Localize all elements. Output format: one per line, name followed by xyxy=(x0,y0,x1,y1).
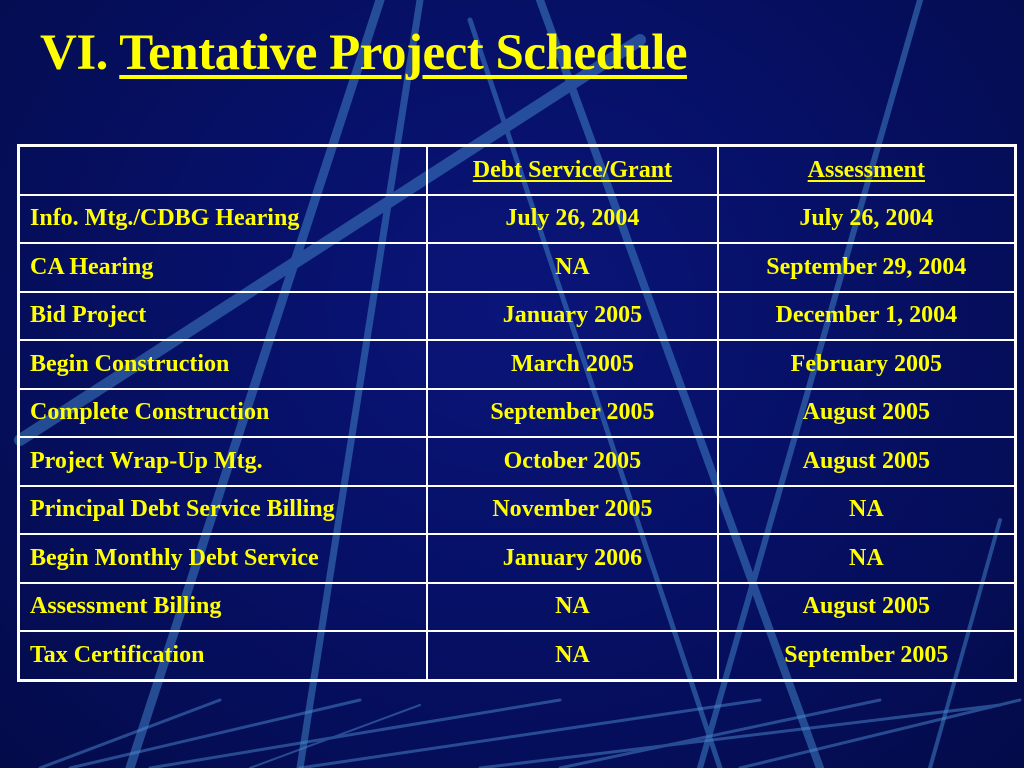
row-label: Info. Mtg./CDBG Hearing xyxy=(19,195,428,244)
table-header-row xyxy=(19,146,1016,195)
title-prefix: VI. xyxy=(40,25,120,81)
row-label: Assessment Billing xyxy=(19,583,428,632)
row-label: Project Wrap-Up Mtg. xyxy=(19,437,428,486)
row-label: Principal Debt Service Billing xyxy=(19,486,428,535)
debt-service-date: September 2005 xyxy=(427,389,717,438)
assessment-date: December 1, 2004 xyxy=(718,292,1016,341)
assessment-date: February 2005 xyxy=(718,340,1016,389)
debt-service-date: October 2005 xyxy=(427,437,717,486)
table-row xyxy=(19,389,1016,438)
debt-service-date: March 2005 xyxy=(427,340,717,389)
debt-service-date: January 2006 xyxy=(427,534,717,583)
row-label: Begin Monthly Debt Service xyxy=(19,534,428,583)
slide-title xyxy=(40,25,688,81)
schedule-table xyxy=(17,144,1017,682)
header-cell-debt-service-grant: Debt Service/Grant xyxy=(427,146,717,195)
table-row xyxy=(19,583,1016,632)
debt-service-date: NA xyxy=(427,631,717,680)
header-cell-assessment: Assessment xyxy=(718,146,1016,195)
header-cell-empty xyxy=(19,146,428,195)
table-row xyxy=(19,631,1016,680)
debt-service-date: NA xyxy=(427,583,717,632)
title-main: Tentative Project Schedule xyxy=(119,25,688,81)
table-row xyxy=(19,195,1016,244)
row-label: Bid Project xyxy=(19,292,428,341)
assessment-date: July 26, 2004 xyxy=(718,195,1016,244)
table-row xyxy=(19,486,1016,535)
debt-service-date: July 26, 2004 xyxy=(427,195,717,244)
debt-service-date: November 2005 xyxy=(427,486,717,535)
assessment-date: NA xyxy=(718,534,1016,583)
debt-service-date: NA xyxy=(427,243,717,292)
assessment-date: August 2005 xyxy=(718,437,1016,486)
table-row xyxy=(19,437,1016,486)
row-label: Complete Construction xyxy=(19,389,428,438)
assessment-date: August 2005 xyxy=(718,389,1016,438)
assessment-date: September 29, 2004 xyxy=(718,243,1016,292)
table-row xyxy=(19,292,1016,341)
row-label: Tax Certification xyxy=(19,631,428,680)
assessment-date: August 2005 xyxy=(718,583,1016,632)
row-label: Begin Construction xyxy=(19,340,428,389)
table-row xyxy=(19,534,1016,583)
debt-service-date: January 2005 xyxy=(427,292,717,341)
assessment-date: September 2005 xyxy=(718,631,1016,680)
table-row xyxy=(19,243,1016,292)
table-row xyxy=(19,340,1016,389)
assessment-date: NA xyxy=(718,486,1016,535)
row-label: CA Hearing xyxy=(19,243,428,292)
